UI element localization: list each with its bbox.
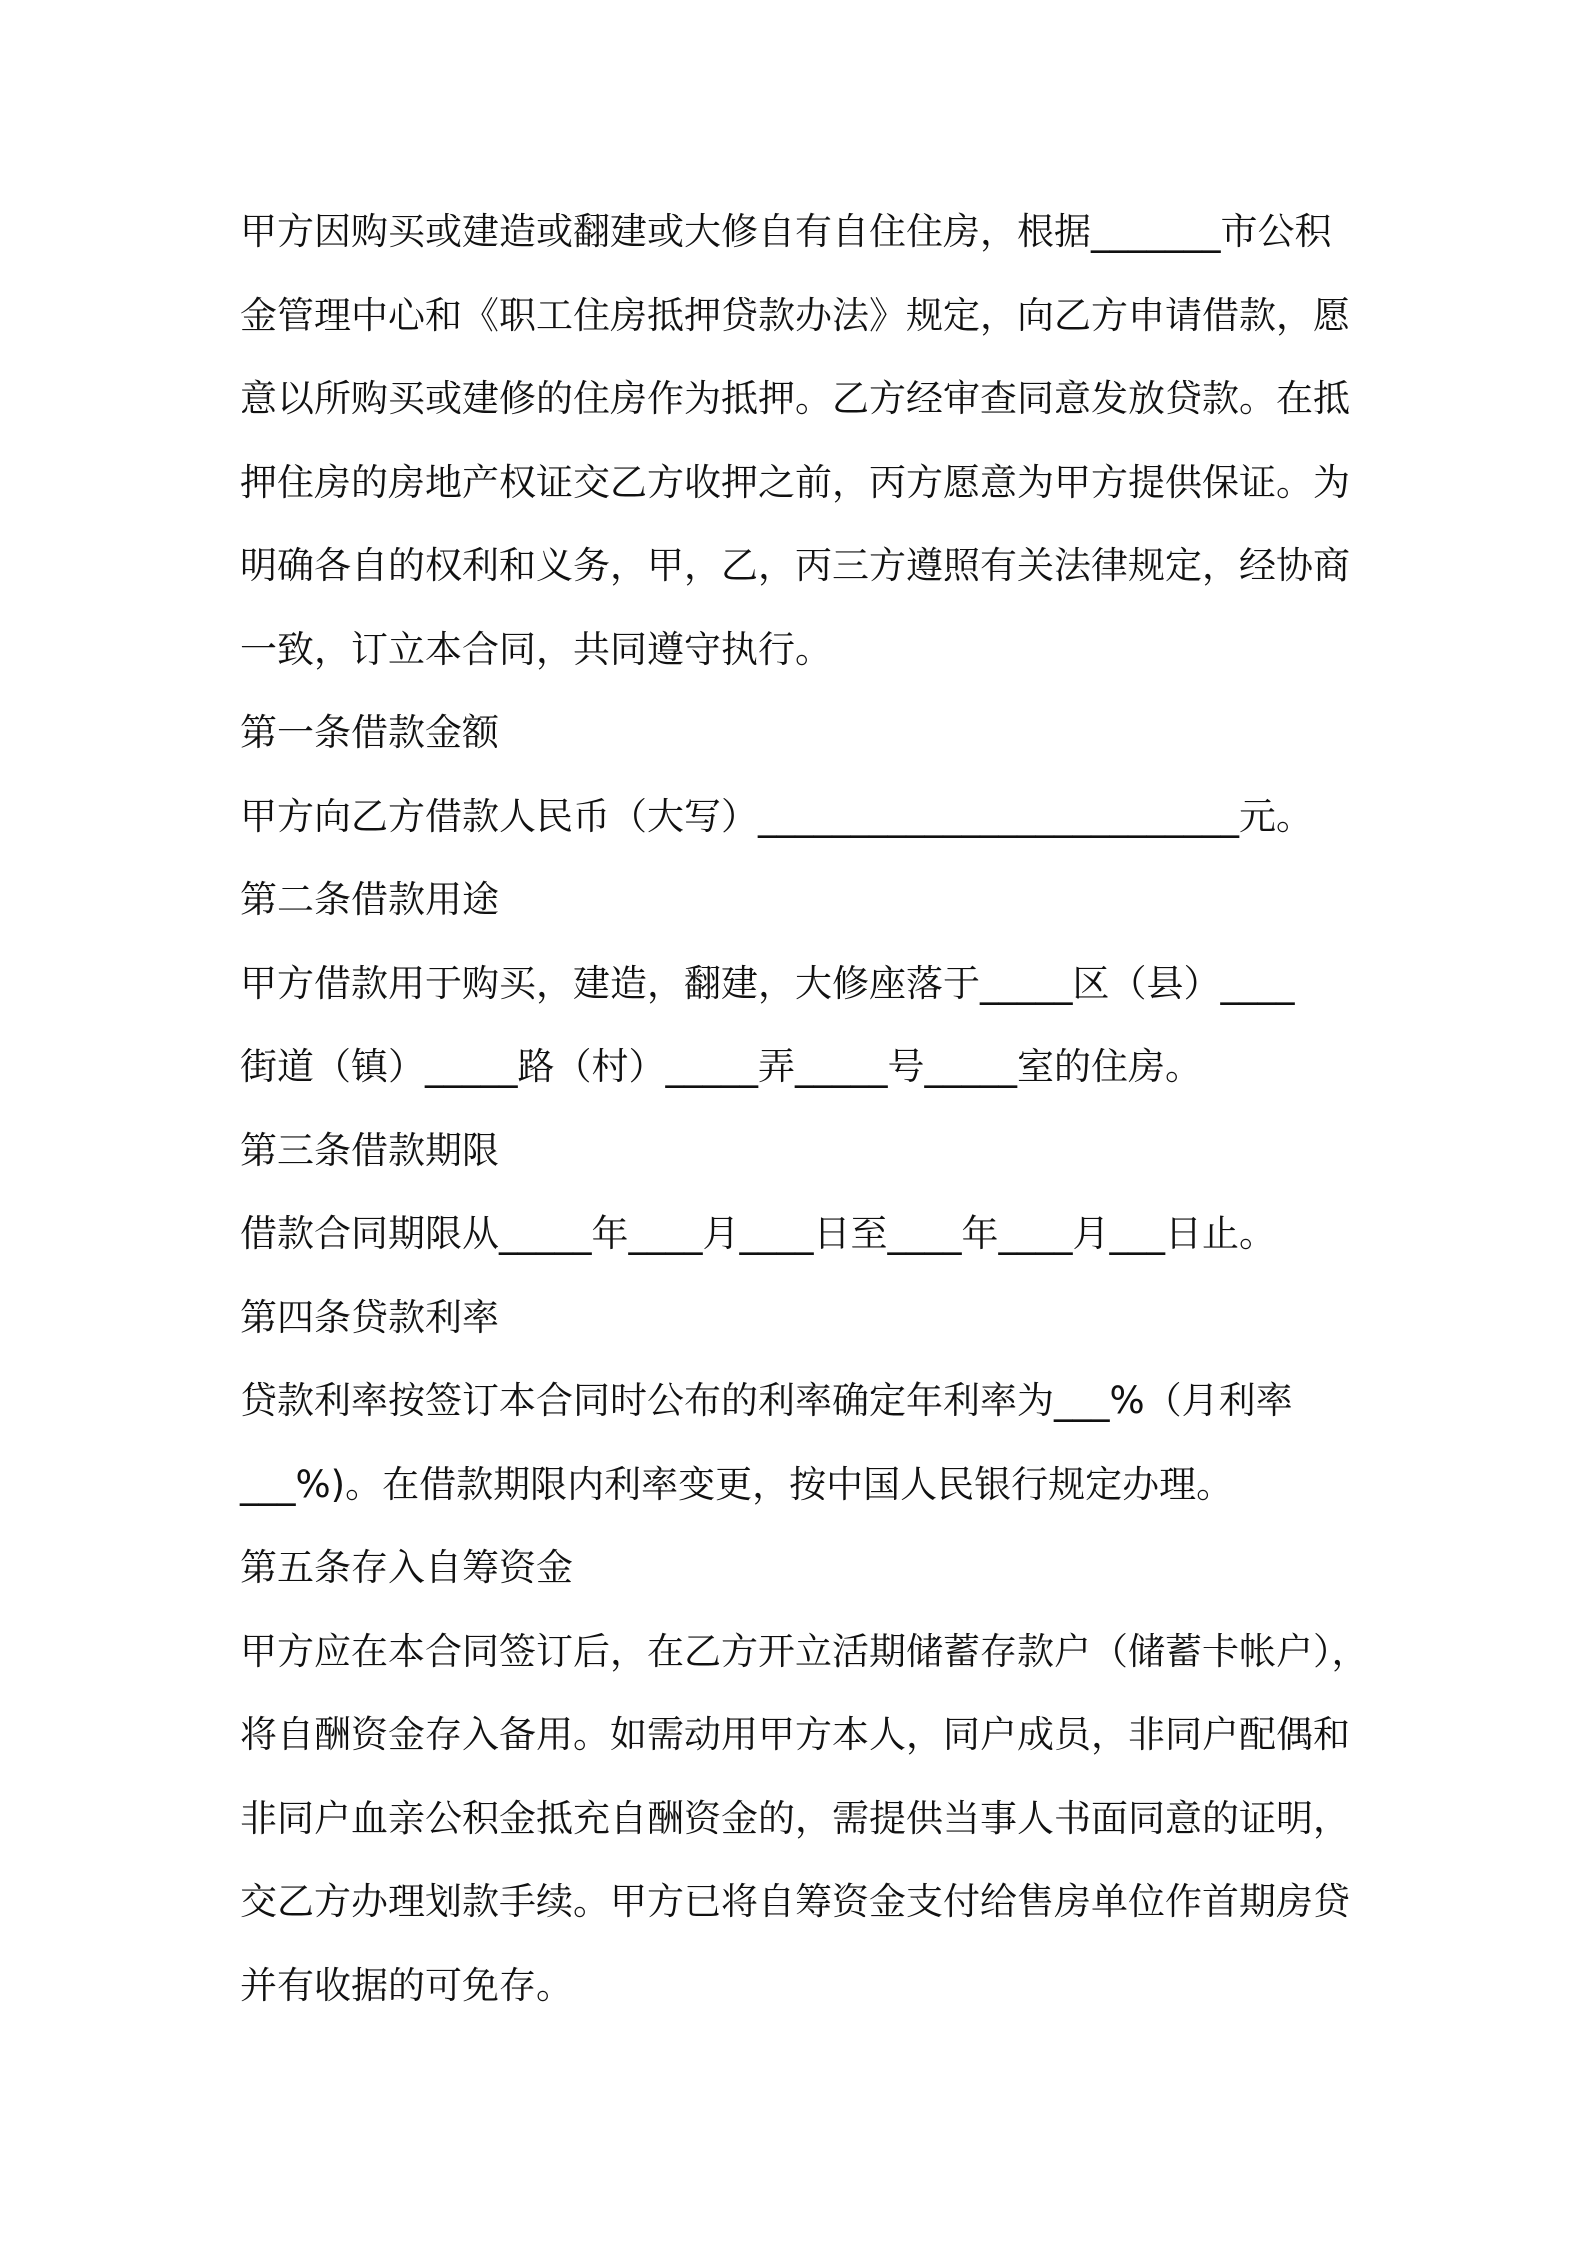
article-3-heading: 第三条借款期限 xyxy=(240,1128,499,1172)
article-3-text: 借款合同期限从_____年____月____日至____年____月___日止。 xyxy=(240,1212,1276,1255)
article-5-text-4: 交乙方办理划款手续。甲方已将自筹资金支付给售房单位作首期房贷 xyxy=(240,1880,1350,1923)
article-1-text: 甲方向乙方借款人民币（大写）__________________________元。 xyxy=(240,794,1313,838)
article-4-heading: 第四条贷款利率 xyxy=(240,1295,499,1339)
article-5-text-2: 将自酬资金存入备用。如需动用甲方本人，同户成员，非同户配偶和 xyxy=(240,1713,1350,1756)
intro-line-5: 明确各自的权利和义务，甲，乙，丙三方遵照有关法律规定，经协商 xyxy=(240,544,1350,587)
contract-text-body xyxy=(240,190,1370,2027)
intro-line-1: 甲方因购买或建造或翻建或大修自有自住住房，根据_______市公积 xyxy=(240,210,1332,253)
article-5-text-1: 甲方应在本合同签订后，在乙方开立活期储蓄存款户（储蓄卡帐户）， xyxy=(240,1629,1369,1673)
article-4-text-2: ___%)。在借款期限内利率变更，按中国人民银行规定办理。 xyxy=(240,1462,1234,1506)
article-5-heading: 第五条存入自筹资金 xyxy=(240,1546,573,1589)
article-2-text-1: 甲方借款用于购买，建造，翻建，大修座落于_____区（县）____ xyxy=(240,961,1295,1005)
intro-line-2: 金管理中心和《职工住房抵押贷款办法》规定，向乙方申请借款，愿 xyxy=(240,293,1350,337)
article-2-heading: 第二条借款用途 xyxy=(240,878,499,921)
article-4-text-1: 贷款利率按签订本合同时公布的利率确定年利率为___%（月利率 xyxy=(240,1379,1293,1422)
intro-line-3: 意以所购买或建修的住房作为抵押。乙方经审查同意发放贷款。在抵 xyxy=(240,377,1350,420)
article-2-text-2: 街道（镇）_____路（村）_____弄_____号_____室的住房。 xyxy=(240,1045,1202,1088)
article-5-text-3: 非同户血亲公积金抵充自酬资金的，需提供当事人书面同意的证明， xyxy=(240,1796,1350,1840)
intro-line-4: 押住房的房地产权证交乙方收押之前，丙方愿意为甲方提供保证。为 xyxy=(240,460,1350,504)
intro-line-6: 一致，订立本合同，共同遵守执行。 xyxy=(240,627,832,671)
article-5-text-5: 并有收据的可免存。 xyxy=(240,1963,573,2007)
article-1-heading: 第一条借款金额 xyxy=(240,711,499,754)
